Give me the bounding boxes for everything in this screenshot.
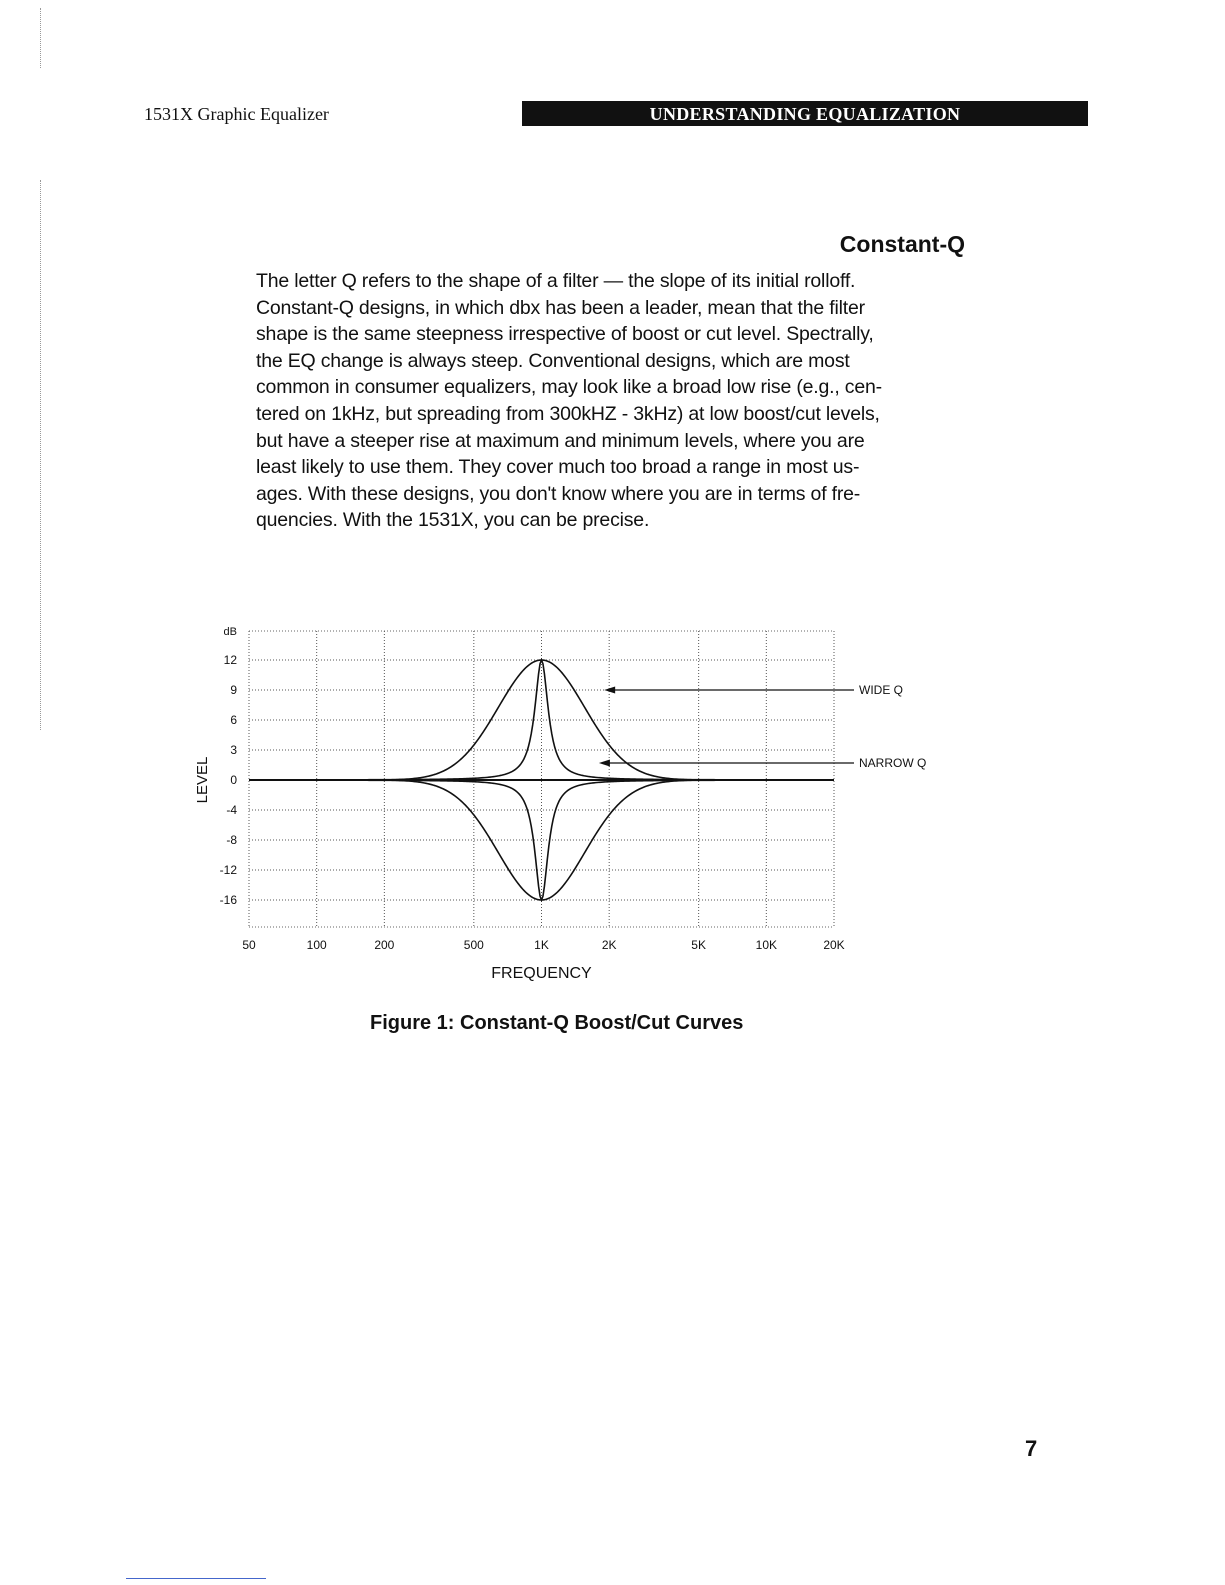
x-tick-label: 10K: [755, 938, 778, 952]
body-line: but have a steeper rise at maximum and minimum levels, where you are: [256, 429, 865, 452]
y-axis-title: LEVEL: [194, 756, 211, 804]
annotation-label: WIDE Q: [859, 683, 903, 697]
body-line: The letter Q refers to the shape of a filter — the slope of its initial rolloff.: [256, 270, 856, 292]
y-tick-label: -4: [226, 803, 237, 817]
eq-curves-chart: [180, 620, 980, 1000]
section-header-bar: UNDERSTANDING EQUALIZATION: [522, 101, 1088, 126]
x-tick-label: 1K: [534, 938, 549, 952]
x-tick-label: 100: [306, 938, 327, 952]
page-number: 7: [1025, 1436, 1038, 1461]
y-tick-label: 6: [230, 713, 237, 727]
x-tick-label: 5K: [691, 938, 706, 952]
y-unit-label: dB: [223, 626, 237, 638]
body-line: the EQ change is always steep. Conventional designs, which are most: [256, 349, 850, 372]
figure-caption: Figure 1: Constant-Q Boost/Cut Curves: [370, 1012, 744, 1034]
bottom-margin-mark: [126, 1578, 266, 1579]
body-line: least likely to use them. They cover much too broad a range in most us-: [256, 456, 860, 479]
x-tick-label: 200: [374, 938, 395, 952]
y-tick-label: -16: [219, 893, 237, 907]
running-header: 1531X Graphic Equalizer: [144, 104, 329, 124]
body-paragraph: [256, 268, 961, 534]
body-line: shape is the same steepness irrespective of boost or cut level. Spectrally,: [256, 323, 874, 346]
left-margin-mark-2: [40, 180, 41, 730]
section-title: Constant-Q: [839, 231, 965, 257]
x-tick-label: 50: [242, 938, 256, 952]
y-tick-label: 12: [223, 653, 237, 667]
annotation-arrow-head: [604, 687, 615, 694]
x-tick-label: 2K: [601, 938, 617, 952]
left-margin-mark: [40, 8, 41, 68]
body-line: quencies. With the 1531X, you can be precise.: [256, 509, 650, 532]
y-tick-label: 9: [230, 683, 237, 697]
y-tick-label: -8: [226, 833, 237, 847]
x-tick-label: 20K: [823, 938, 845, 952]
y-tick-label: 0: [230, 773, 237, 787]
body-line: tered on 1kHz, but spreading from 300kHZ - 3kHz) at low boost/cut levels,: [256, 402, 880, 425]
annotation-arrow-head: [599, 760, 610, 767]
body-line: Constant-Q designs, in which dbx has been a leader, mean that the filter: [256, 296, 865, 319]
body-line: ages. With these designs, you don't know where you are in terms of fre-: [256, 482, 861, 505]
y-tick-label: -12: [219, 863, 237, 877]
annotation-label: NARROW Q: [859, 756, 927, 770]
x-axis-title: FREQUENCY: [491, 965, 592, 982]
y-tick-label: 3: [230, 743, 237, 757]
x-tick-label: 500: [463, 938, 484, 952]
body-line: common in consumer equalizers, may look like a broad low rise (e.g., cen-: [256, 376, 882, 399]
